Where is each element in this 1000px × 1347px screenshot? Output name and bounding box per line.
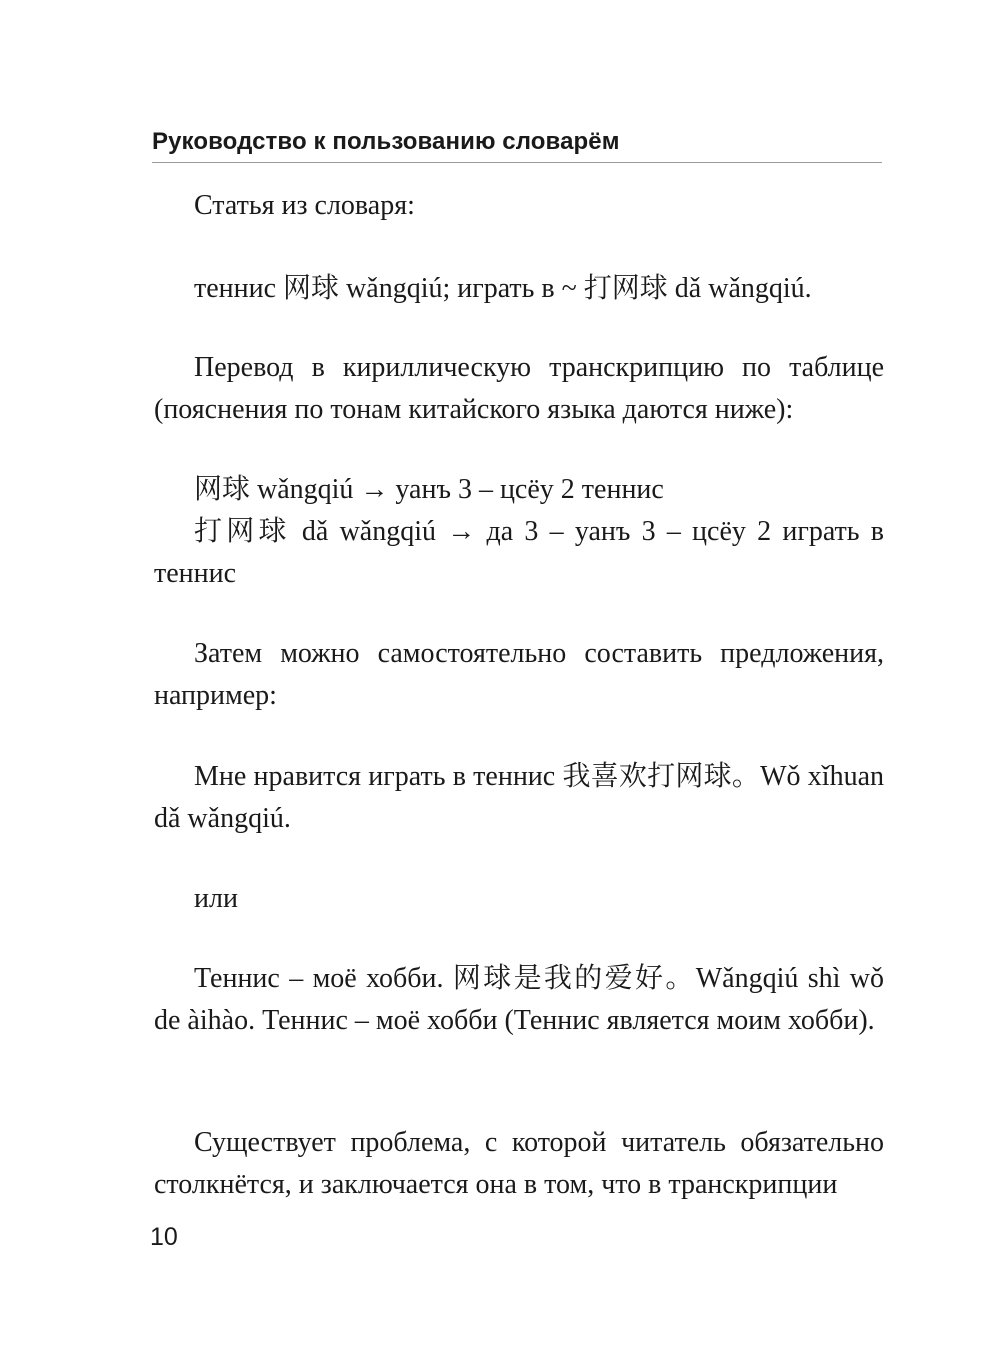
transcription-line-1: 网球 wǎngqiú → уанъ 3 – цсёу 2 теннис: [194, 474, 664, 505]
paragraph-problem: Существует проблема, с которой читатель обязательно столкнётся, и заключается она в том, что в транскрипции: [154, 1127, 884, 1200]
paragraph-dictionary-entry-intro: Статья из словаря:: [194, 190, 415, 221]
header-rule: [152, 162, 882, 163]
paragraph-example-2: Теннис – моё хобби. 网球是我的爱好。Wǎngqiú shì wǒ de àihào. Теннис – моё хобби (Теннис является моим хобби).: [154, 963, 884, 1036]
paragraph-compose-sentences: Затем можно самостоятельно составить предложения, например:: [154, 638, 884, 711]
paragraph-example-1: Мне нравится играть в теннис 我喜欢打网球。Wǒ xǐhuan dǎ wǎngqiú.: [154, 761, 884, 834]
running-title: Руководство к пользованию словарём: [152, 128, 620, 155]
paragraph-dictionary-entry: теннис 网球 wǎngqiú; играть в ~ 打网球 dǎ wǎngqiú.: [194, 273, 812, 304]
page-number: 10: [150, 1223, 178, 1251]
transcription-line-2: 打网球 dǎ wǎngqiú → да 3 – уанъ 3 – цсёу 2 играть в теннис: [154, 516, 884, 589]
paragraph-transcription-note: Перевод в кириллическую транскрипцию по таблице (пояснения по тонам китайского языка даются ниже):: [154, 352, 884, 425]
paragraph-or: или: [194, 883, 238, 914]
